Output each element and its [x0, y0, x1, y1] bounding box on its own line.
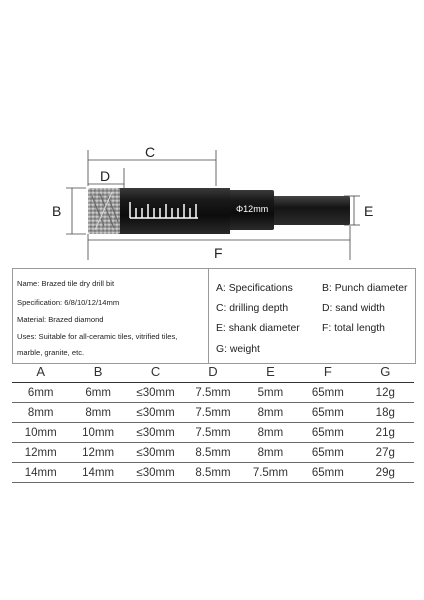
table-cell: 65mm — [299, 403, 356, 423]
drill-body — [118, 188, 230, 234]
shank-marking: Φ12mm — [236, 204, 269, 214]
drill-bit-diagram — [0, 0, 424, 270]
table-row — [12, 463, 414, 483]
legend-e: E: shank diameter — [216, 323, 300, 334]
product-info — [13, 269, 209, 363]
dimension-c-label: C — [145, 144, 156, 160]
table-cell: 8mm — [242, 403, 299, 423]
legend-g: G: weight — [216, 344, 260, 355]
table-cell: ≤30mm — [127, 383, 184, 403]
drill-bit-illustration — [0, 0, 424, 270]
legend-f: F: total length — [322, 323, 385, 334]
table-cell: 10mm — [12, 423, 69, 443]
dimension-d-label: D — [100, 168, 111, 184]
table-cell: 7.5mm — [184, 423, 241, 443]
dimension-f-label: F — [214, 245, 223, 261]
product-material: Material: Brazed diamond — [17, 315, 104, 324]
header-g: G — [357, 360, 414, 383]
table-cell: 8mm — [12, 403, 69, 423]
table-row — [12, 383, 414, 403]
table-cell: 10mm — [69, 423, 126, 443]
table-cell: 6mm — [69, 383, 126, 403]
header-d: D — [184, 360, 241, 383]
table-cell: 65mm — [299, 443, 356, 463]
table-cell: 5mm — [242, 383, 299, 403]
header-f: F — [299, 360, 356, 383]
table-cell: 8.5mm — [184, 443, 241, 463]
spec-panel — [12, 268, 416, 364]
table-cell: 7.5mm — [242, 463, 299, 483]
legend-a: A: Specifications — [216, 283, 293, 294]
table-cell: 14mm — [69, 463, 126, 483]
table-cell: 12g — [357, 383, 414, 403]
header-e: E — [242, 360, 299, 383]
table-header-row — [12, 360, 414, 383]
header-b: B — [69, 360, 126, 383]
table-cell: 12mm — [12, 443, 69, 463]
dimension-b-label: B — [52, 203, 62, 219]
table-cell: ≤30mm — [127, 443, 184, 463]
table-cell: 27g — [357, 443, 414, 463]
dimension-b — [66, 188, 86, 234]
drill-shank — [272, 196, 350, 225]
product-uses: Uses: Suitable for all-ceramic tiles, vitrified tiles, — [17, 332, 178, 341]
dimension-e-label: E — [364, 203, 374, 219]
legend-c: C: drilling depth — [216, 303, 289, 314]
table-cell: ≤30mm — [127, 423, 184, 443]
table-cell: 65mm — [299, 383, 356, 403]
table-cell: 65mm — [299, 423, 356, 443]
table-cell: 8mm — [69, 403, 126, 423]
legend-d: D: sand width — [322, 303, 385, 314]
table-cell: 12mm — [69, 443, 126, 463]
table-cell: 14mm — [12, 463, 69, 483]
table-cell: ≤30mm — [127, 403, 184, 423]
table-cell: 7.5mm — [184, 383, 241, 403]
table-row — [12, 423, 414, 443]
product-uses-continued: marble, granite, etc. — [17, 348, 85, 357]
table-cell: 29g — [357, 463, 414, 483]
table-cell: 8mm — [242, 423, 299, 443]
product-name: Name: Brazed tile dry drill bit — [17, 279, 115, 288]
table-cell: 8.5mm — [184, 463, 241, 483]
legend-b: B: Punch diameter — [322, 283, 408, 294]
table-row — [12, 403, 414, 423]
table-cell: 18g — [357, 403, 414, 423]
table-cell: ≤30mm — [127, 463, 184, 483]
table-row — [12, 443, 414, 463]
table-cell: 6mm — [12, 383, 69, 403]
header-a: A — [12, 360, 69, 383]
table-cell: 65mm — [299, 463, 356, 483]
table-cell: 7.5mm — [184, 403, 241, 423]
product-specification: Specification: 6/8/10/12/14mm — [17, 298, 120, 307]
table-cell: 21g — [357, 423, 414, 443]
header-c: C — [127, 360, 184, 383]
size-table — [12, 360, 414, 483]
table-cell: 8mm — [242, 443, 299, 463]
